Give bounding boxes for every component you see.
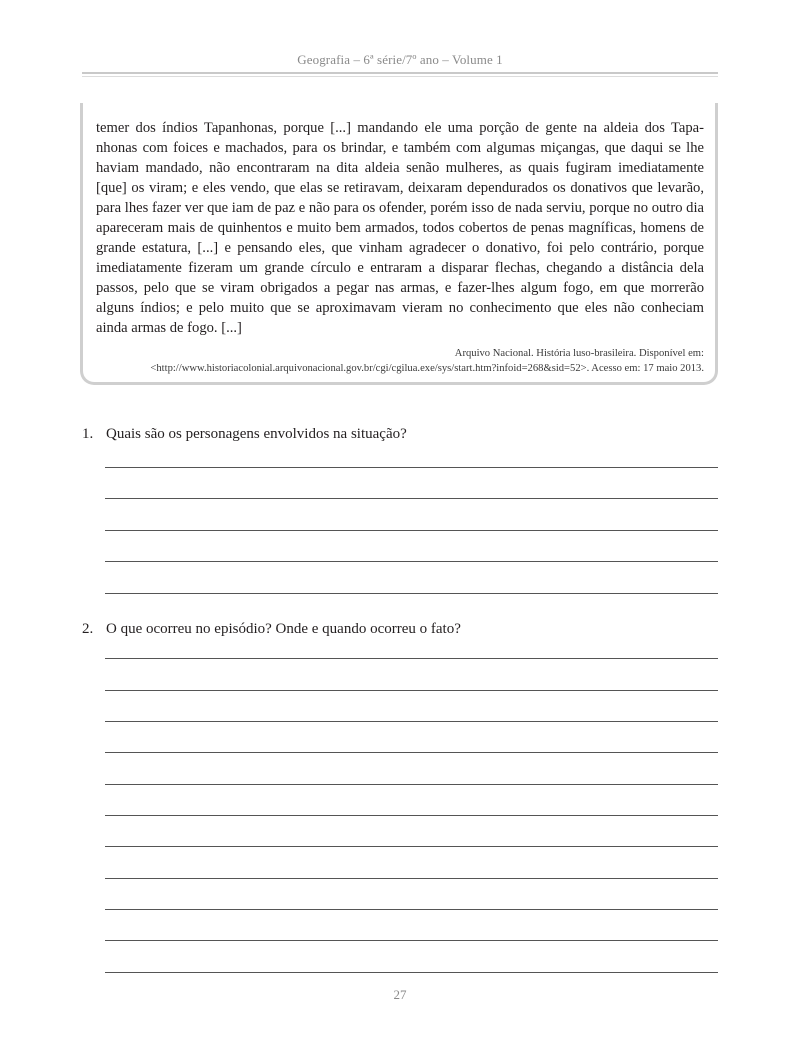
question-text: O que ocorreu no episódio? Onde e quando ocorreu o fato? <box>106 621 461 637</box>
answer-line[interactable] <box>105 909 718 910</box>
answer-line[interactable] <box>105 561 718 562</box>
header-rule-thin <box>82 76 718 77</box>
running-header: Geografia – 6ª série/7º ano – Volume 1 <box>297 52 503 67</box>
question-1 <box>82 426 407 443</box>
answer-line[interactable] <box>105 784 718 785</box>
answer-line[interactable] <box>105 815 718 816</box>
page-number: 27 <box>393 987 407 1002</box>
answer-line[interactable] <box>105 940 718 941</box>
source-line-2: <http://www.historiacolonial.arquivonacional.gov.br/cgi/cgilua.exe/sys/start.htm?infoid=268&sid=52>. Acesso em: 17 maio 2013. <box>150 363 704 374</box>
answer-line[interactable] <box>105 658 718 659</box>
question-text: Quais são os personagens envolvidos na situação? <box>106 426 407 442</box>
answer-line[interactable] <box>105 690 718 691</box>
answer-line[interactable] <box>105 530 718 531</box>
answer-line[interactable] <box>105 467 718 468</box>
question-number: 1. <box>82 426 94 442</box>
answer-line[interactable] <box>105 752 718 753</box>
question-2 <box>82 621 461 638</box>
answer-line[interactable] <box>105 593 718 594</box>
source-line-1: Arquivo Nacional. História luso-brasileira. Disponível em: <box>454 348 704 359</box>
header-rule <box>82 72 718 74</box>
answer-line[interactable] <box>105 878 718 879</box>
answer-line[interactable] <box>105 972 718 973</box>
quote-source <box>96 346 704 376</box>
quote-text: temer dos índios Tapanhonas, porque [...] mandando ele uma porção de gente na aldeia dos Tapa-nhonas com foices e machados, para os brindar, e também com algumas miçangas, que daqui se lhe haviam mandado, não encontraram na dita aldeia senão mulheres, as quais fugiram imediatamente [que] os viram; e eles vendo, que elas se retiravam, deixaram dependurados os donativos que levarão, para lhes fazer ver que iam de paz e não para os ofender, porém isso de nada serviu, porque no outro dia apareceram mais de quinhentos e muito bem armados, todos cobertos de penas magníficas, homens de grande estatura, [...] e pensando eles, que vinham agradecer o donativo, foi pelo contrário, porque imediatamente fizeram um grande círculo e entraram a disparar flechas, chegando a distância dela passos, pelo que se viram obrigados a pegar nas armas, e fazer-lhes algum fogo, em que morrerão alguns índios; e pelo muito que se aproximavam vieram no conhecimento que eles não conheciam ainda armas de fogo. [...] <box>96 120 704 336</box>
answer-line[interactable] <box>105 721 718 722</box>
answer-line[interactable] <box>105 498 718 499</box>
answer-line[interactable] <box>105 846 718 847</box>
question-number: 2. <box>82 621 94 637</box>
